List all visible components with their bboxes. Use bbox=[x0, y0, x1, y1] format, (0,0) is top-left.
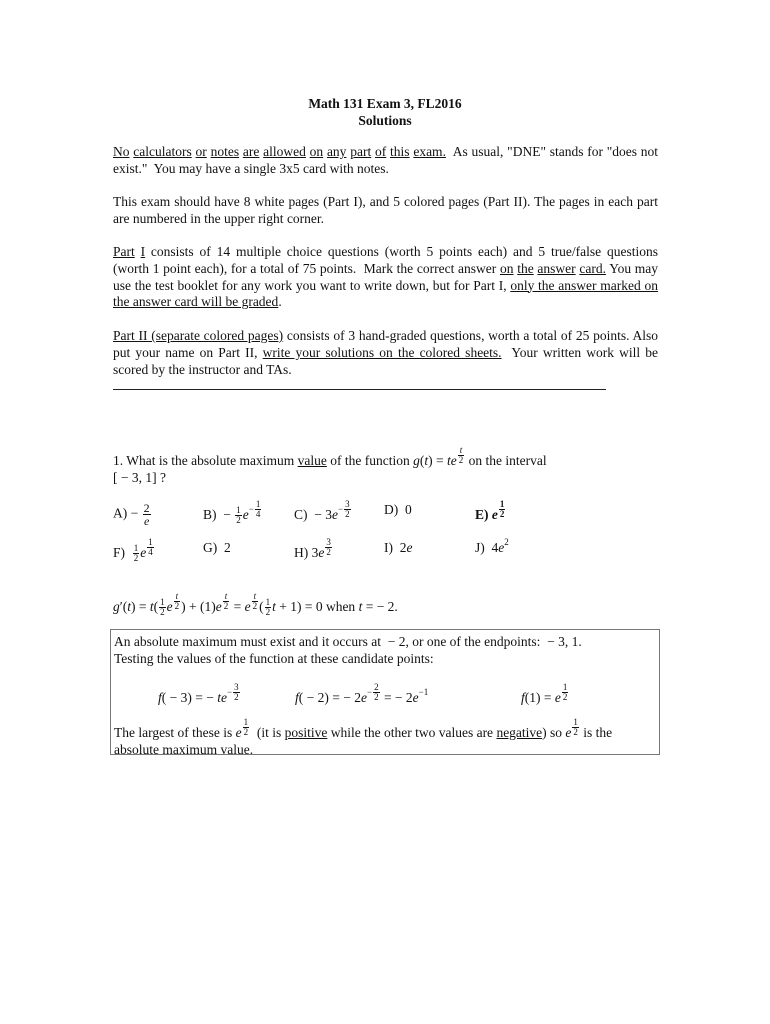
option-g: G) 2 bbox=[203, 540, 231, 555]
instruction-paragraph-2: This exam should have 8 white pages (Part I), and 5 colored pages (Part II). The pages in each part are numbered in the upper right corner. bbox=[113, 194, 658, 226]
question-1-text: 1. What is the absolute maximum value of the function g(t) = te $^{\frac{t}{2}}$ on the interval [ − 3, 1] ? bbox=[113, 445, 547, 485]
separator-rule bbox=[113, 389, 606, 390]
solution-conclusion: The largest of these is e $^{\frac{1}{2}}$ (it is positive while the other two values are negative) so e $^{\frac{1}{2}}$ is the absolute maximum value. bbox=[114, 717, 613, 758]
option-e-correct: E) e $^{\frac{1}{2}}$ bbox=[475, 499, 505, 523]
option-j: J) $4e^2$ bbox=[475, 536, 509, 555]
option-a: A) − $\frac{2}{e}$ bbox=[113, 501, 150, 528]
candidate-f-minus-2: f( − 2) = − $2e^{- \frac{2}{2}}$ = − $2e^{-1}$ bbox=[295, 682, 429, 706]
instruction-paragraph-3: Part I consists of 14 multiple choice questions (worth 5 points each) and 5 true/false questions (worth 1 point each), for a total of 75 points. Mark the correct answer on the answer card. You may use the test booklet for any work you want to write down, but for Part I, only the answer marked on the answer card will be graded. bbox=[113, 244, 659, 310]
solution-box bbox=[110, 629, 660, 758]
option-c: $C) - 3e^{- \frac{3}{2}}$ bbox=[294, 499, 350, 523]
candidate-f-1: f(1) = e $^{\frac{1}{2}}$ bbox=[521, 682, 568, 706]
title-line-1: Math 131 Exam 3, FL2016 bbox=[308, 96, 462, 111]
instruction-paragraph-4: Part II (separate colored pages) consists of 3 hand-graded questions, worth a total of 25 points. Also put your name on Part II, write your solutions on the colored sheets. Your written work will be scored by the instructor and TAs. bbox=[113, 328, 658, 377]
solution-line-2: Testing the values of the function at these candidate points: bbox=[114, 651, 434, 666]
exam-title bbox=[0, 95, 770, 129]
option-b: B) − $\frac{1}{2}$ $e^{- \frac{1}{4}}$ bbox=[203, 499, 261, 526]
option-h: H) 3e $^{\frac{3}{2}}$ bbox=[294, 537, 331, 561]
candidate-f-minus-3: f( − 3) = − $te^{- \frac{3}{2}}$ bbox=[158, 682, 239, 706]
option-d: D) 0 bbox=[384, 502, 412, 517]
derivative-line: g′(t) = t( $\frac{1}{2}$ e $^{\frac{t}{2}}$ ) + (1)e $^{\frac{t}{2}}$ = e $^{\frac{t}{2}}$ ( $\frac{1}{2}$ t + 1) = 0 when t = − 2. bbox=[113, 591, 398, 618]
solution-line-1: An absolute maximum must exist and it occurs at − 2, or one of the endpoints: − 3, 1. bbox=[114, 634, 582, 649]
option-i: I) 2e bbox=[384, 540, 413, 555]
title-line-2: Solutions bbox=[358, 113, 412, 128]
option-f: F) $\frac{1}{2}$ e $^{\frac{1}{4}}$ bbox=[113, 537, 153, 564]
instruction-paragraph-1: No calculators or notes are allowed on any part of this exam. As usual, "DNE" stands for "does not exist." You may have a single 3x5 card with notes. bbox=[113, 144, 659, 176]
